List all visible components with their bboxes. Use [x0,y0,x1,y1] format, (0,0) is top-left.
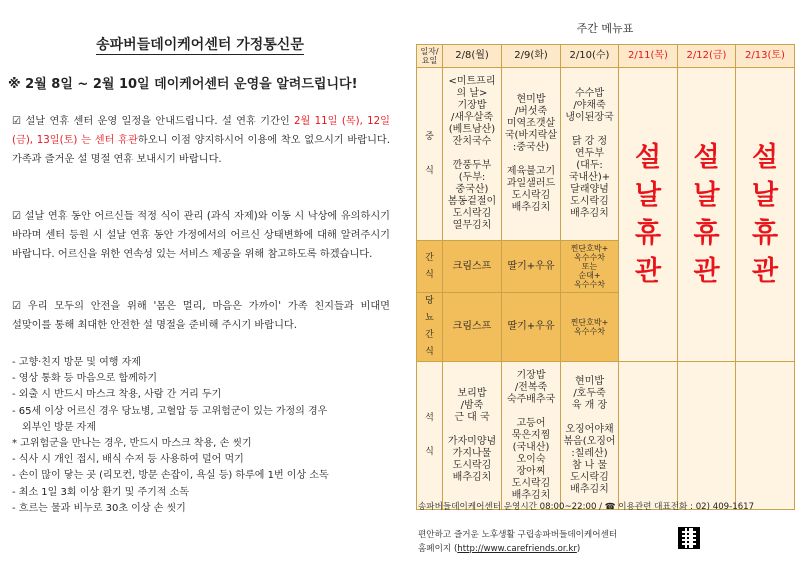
list-item: - 영상 통화 등 마음으로 함께하기 [12,373,158,385]
holiday-cell: 설 날 휴 관 [678,68,736,362]
menu-cell-empty [619,362,678,510]
menu-cell: 크림스프 [443,241,502,293]
holiday-cell: 설 날 휴 관 [736,68,795,362]
dinner-label: 석 식 [417,362,443,510]
paragraph-holiday-schedule: ☑ 설날 연휴 센터 운영 일정을 안내드립니다. 설 연휴 기간인 2월 11일 (목), 12일 (금), 13일(토) 는 센터 휴관하오니 이점 양지하시어 이용에 착오 없으시기 바랍니다. 가족과 즐거운 설 명절 연휴 보내시기 바랍니다. [12,116,391,166]
day-header: 2/10(수) [561,45,619,68]
list-item: - 손이 많이 닿는 곳 (리모컨, 방문 손잡이, 욕실 등) 하루에 1번 이상 소독 [12,470,329,482]
corner-header: 일자/요일 [417,45,443,68]
day-header: 2/12(금) [678,45,736,68]
list-item: - 최소 1일 3회 이상 환기 및 주기적 소독 [12,486,190,498]
homepage: 홈페이지 (http://www.carefriends.or.kr) [418,544,581,554]
menu-cell: 찐단호박+ 옥수수차 [561,293,619,362]
list-item: - 외출 시 반드시 마스크 착용, 사람 간 거리 두기 [12,389,222,401]
list-item: - 흐르는 물과 비누로 30초 이상 손 씻기 [12,502,186,514]
menu-cell: 현미밥 /버섯죽 미역조갯살 국(바지락살 :중국산) 제육불고기 과일샐러드 도시락김 배추김치 [502,68,561,241]
homepage-link[interactable]: http://www.carefriends.or.kr [457,544,577,554]
menu-cell: 찐단호박+ 옥수수차 또는 순대+ 옥수수차 [561,241,619,293]
weekly-menu-table [416,44,795,510]
menu-cell: <미트프리 의 날> 기장밥 /새우살죽 (베트남산) 잔치국수 깐풍두부 (두부: 중국산) 봄동겉절이 도시락김 열무김치 [443,68,502,241]
day-header: 2/9(화) [502,45,561,68]
slogan: 편안하고 즐거운 노후생활 구립송파버들데이케어센터 [418,530,618,540]
qr-code-icon [678,527,700,549]
table-row [417,362,795,510]
list-item: - 식사 시 개인 접시, 배식 수저 등 사용하여 덜어 먹기 [12,454,244,466]
paragraph-diet-care: ☑ 설날 연휴 동안 어르신들 적정 식이 관리 (과식 자제)와 이동 시 낙상에 유의하시기 바라며 센터 등원 시 설날 연휴 동안 가정에서의 어르신 상태변화에 대해 알려주시기 바랍니다. 어르신을 위한 연속성 있는 서비스 제공을 위해 참고하도록 하겠습니다. [12,211,390,261]
holiday-cell: 설 날 휴 관 [619,68,678,362]
list-item: * 고위험군을 만나는 경우, 반드시 마스크 착용, 손 씻기 [12,438,252,450]
menu-cell: 수수밥 /야채죽 냉이된장국 닭 강 정 연두부 (대두: 국내산)+ 달래양념 도시락김 배추김치 [561,68,619,241]
table-row [417,68,795,241]
menu-cell: 현미밥 /호두죽 육 개 장 오징어야채 볶음(오징어 :칠레산) 참 나 물 도시락김 배추김치 [561,362,619,510]
list-item: 외부인 방문 자제 [22,421,96,433]
list-item: - 고향·친지 방문 및 여행 자제 [12,357,141,368]
menu-cell-empty [736,362,795,510]
operating-hours: 송파버들데이케어센터 운영시간 08:00~22:00 / ☎ 이용관련 대표전화 : 02) 409-1617 [418,502,755,512]
day-header: 2/11(목) [619,45,678,68]
diabetic-snack-label: 당 뇨 간 식 [417,293,443,362]
menu-cell: 기장밥 /전복죽 숙주배추국 고등어 묵은지찜 (국내산) 오이숙 장아찌 도시락김 배추김치 [502,362,561,510]
table-header-row [417,45,795,68]
lunch-label: 중 식 [417,68,443,241]
closure-dates: 2월 11일 (목), 12일 (금), 13일(토) 는 센터 휴관 [12,116,390,147]
list-item: - 65세 이상 어르신 경우 당뇨병, 고혈압 등 고위험군이 있는 가정의 경우 [12,405,328,417]
menu-cell: 보리밥 /밤죽 근 대 국 가자미양념 가지나물 도시락김 배추김치 [443,362,502,510]
menu-cell: 크림스프 [443,293,502,362]
headline: ※ 2월 8일 ~ 2월 10일 데이케어센터 운영을 알려드립니다! [8,77,358,92]
snack-label: 간 식 [417,241,443,293]
newsletter-title: 송파버들데이케어센터 가정통신문 [96,37,304,53]
menu-cell-empty [678,362,736,510]
menu-cell: 딸기+우유 [502,293,561,362]
day-header: 2/13(토) [736,45,795,68]
newsletter-column [0,0,400,572]
menu-cell: 딸기+우유 [502,241,561,293]
safety-rules-list [12,355,397,517]
paragraph-safety: ☑ 우리 모두의 안전을 위해 '몸은 멀리, 마음은 가까이' 가족 친지들과 비대면 설맞이를 통해 최대한 안전한 설 명절을 준비해 주시기 바랍니다. [12,301,390,332]
day-header: 2/8(월) [443,45,502,68]
menu-title: 주간 메뉴표 [576,22,634,35]
